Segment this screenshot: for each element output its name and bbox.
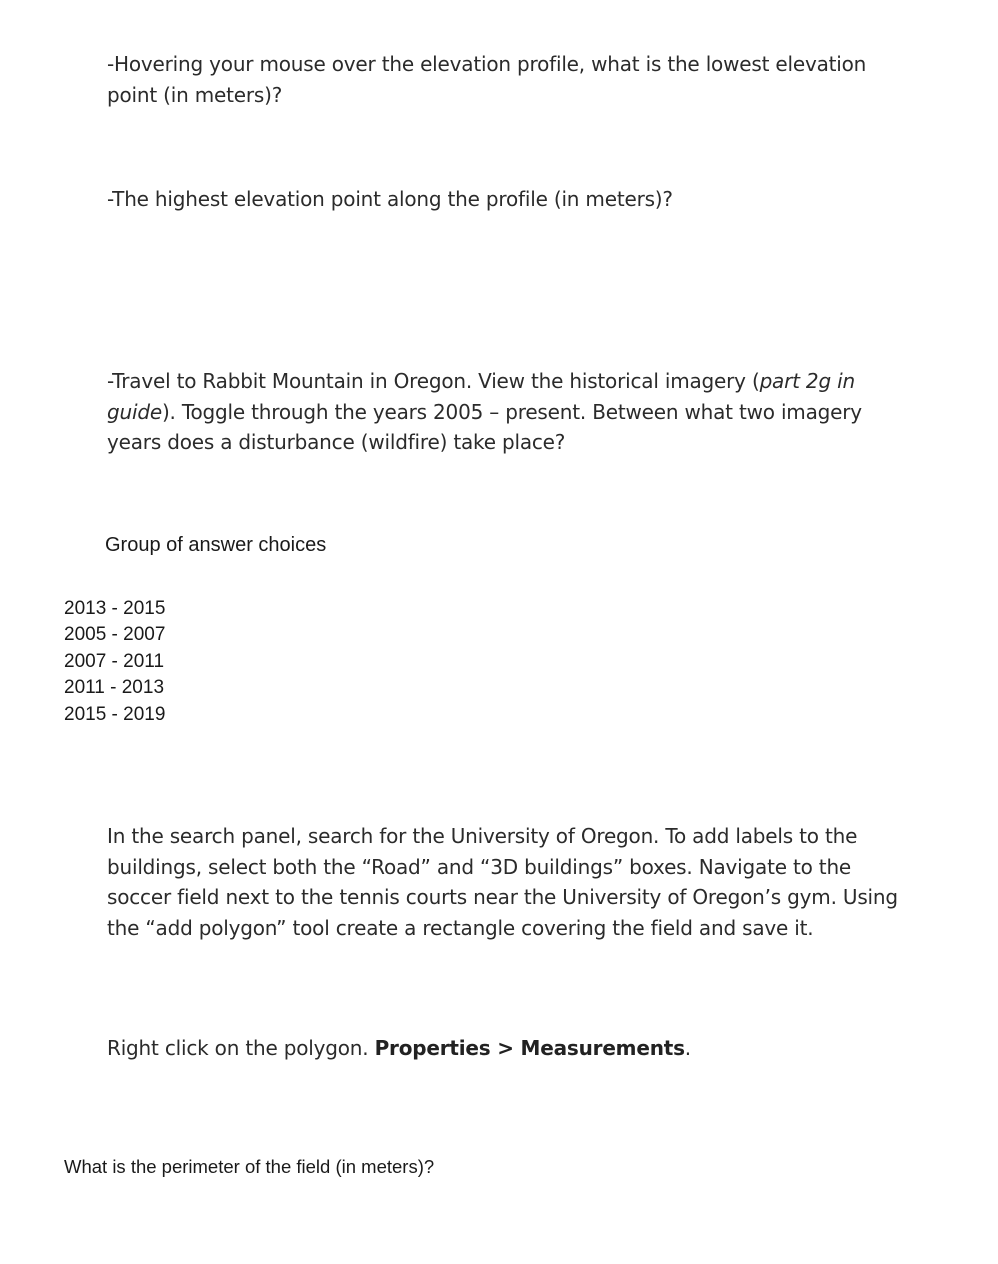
- question-rabbit-text-1: -Travel to Rabbit Mountain in Oregon. View the historical imagery (: [107, 369, 760, 393]
- answer-choices-list: [64, 596, 165, 728]
- answer-choice[interactable]: 2015 - 2019: [64, 703, 166, 725]
- question-rabbit-text-2: ). Toggle through the years 2005 – present. Between what two imagery years does a disturbance (wildfire) take place?: [107, 399, 862, 454]
- question-perimeter: What is the perimeter of the field (in meters)?: [64, 1156, 435, 1177]
- answer-choice[interactable]: 2007 - 2011: [64, 650, 165, 672]
- question-rabbit-mountain: [107, 366, 867, 458]
- instruction-search-panel: In the search panel, search for the University of Oregon. To add labels to the buildings, select both the “Road” and “3D buildings” boxes. Navigate to the soccer field next to the tennis courts near the University of Oregon’s gym. Using the “add polygon” tool create a rectangle covering the field and save it.: [107, 824, 898, 940]
- answer-choice[interactable]: 2013 - 2015: [64, 598, 166, 619]
- question-rabbit-guide-ref: part 2g in guide: [107, 369, 855, 424]
- answer-choice[interactable]: 2005 - 2007: [64, 624, 166, 646]
- answer-group-label: Group of answer choices: [105, 534, 327, 556]
- instruction-properties-prefix: Right click on the polygon.: [107, 1036, 375, 1060]
- instruction-properties: [107, 1033, 887, 1064]
- answer-choice[interactable]: 2011 - 2013: [64, 677, 165, 699]
- question-highest-elevation: -The highest elevation point along the profile (in meters)?: [107, 187, 673, 211]
- question-lowest-elevation: -Hovering your mouse over the elevation profile, what is the lowest elevation point (in meters)?: [107, 52, 867, 107]
- instruction-properties-suffix: .: [684, 1036, 691, 1060]
- instruction-properties-path: Properties > Measurements: [374, 1036, 685, 1060]
